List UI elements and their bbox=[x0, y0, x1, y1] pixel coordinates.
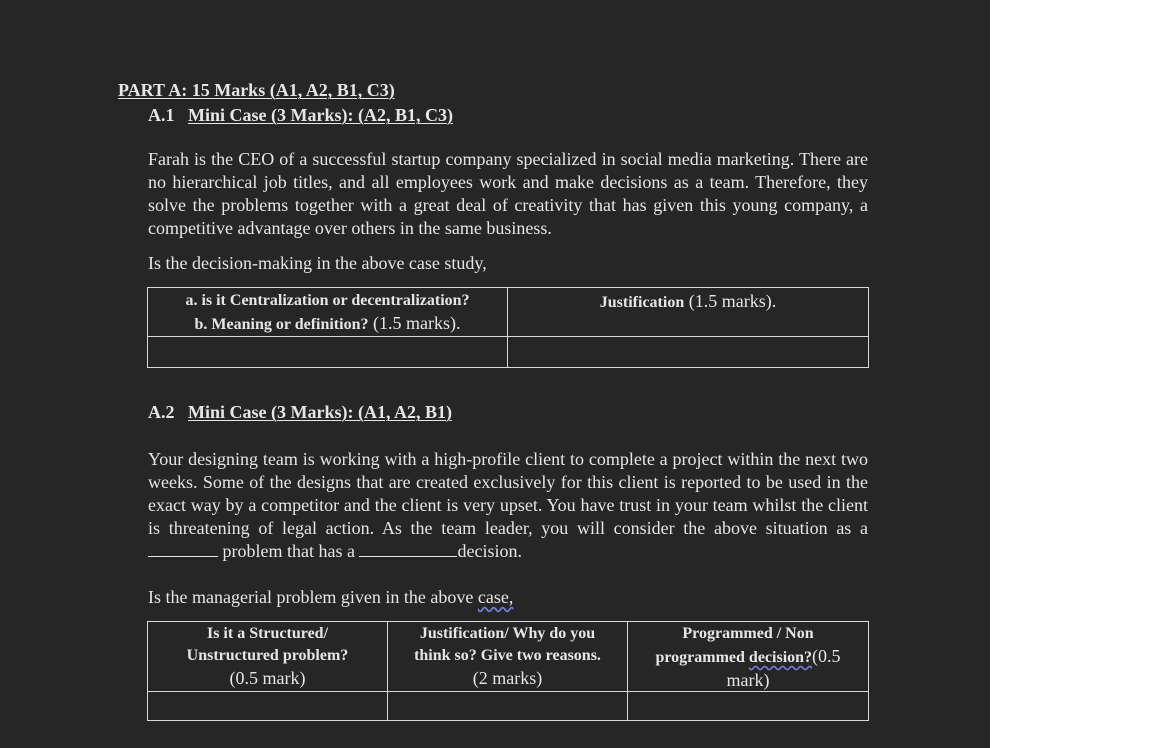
a2-col-programmed: Programmed / Non programmed decision?(0.5 mark) bbox=[628, 622, 869, 692]
table-row bbox=[148, 622, 869, 692]
table-row bbox=[148, 337, 869, 368]
table-row bbox=[148, 692, 869, 721]
a2-answer-cell-1[interactable] bbox=[148, 692, 388, 721]
a2-case-paragraph: Your designing team is working with a high-profile client to complete a project within the next two weeks. Some of the designs that are created exclusively for this client is reported to be used in the exact way by a competitor and the client is very upset. You have trust in your team whilst the client is threatening of legal action. As the team leader, you will consider the above situation as a problem that has a decision. bbox=[148, 449, 868, 561]
a1-answer-cell-1[interactable] bbox=[148, 337, 508, 368]
a1-justification-label: Justification bbox=[599, 294, 685, 311]
a1-title: Mini Case (3 Marks): (A2, B1, C3) bbox=[188, 105, 453, 125]
a1-meaning-label: b. Meaning or definition? bbox=[194, 316, 369, 333]
a2-col-justification: Justification/ Why do you think so? Give two reasons. (2 marks) bbox=[388, 622, 628, 692]
a1-col-justification bbox=[508, 288, 869, 337]
a1-answer-cell-2[interactable] bbox=[508, 337, 869, 368]
a1-justification-marks: (1.5 marks). bbox=[684, 291, 777, 311]
a1-answer-table bbox=[147, 287, 869, 368]
a1-question: Is the decision-making in the above case study, bbox=[148, 253, 487, 273]
part-a-heading: PART A: 15 Marks (A1, A2, B1, C3) bbox=[118, 80, 395, 100]
a1-meaning-marks: (1.5 marks). bbox=[368, 313, 461, 333]
blank-field-1[interactable] bbox=[148, 542, 218, 557]
a1-heading bbox=[148, 105, 453, 126]
table-row bbox=[148, 288, 869, 337]
blank-field-2[interactable] bbox=[359, 542, 457, 557]
a2-col-structured: Is it a Structured/ Unstructured problem? (0.5 mark) bbox=[148, 622, 388, 692]
a2-decision-word: decision? bbox=[748, 649, 813, 666]
a2-question: Is the managerial problem given in the above case, bbox=[148, 587, 514, 607]
a2-answer-cell-2[interactable] bbox=[388, 692, 628, 721]
a2-title: Mini Case (3 Marks): (A1, A2, B1) bbox=[188, 402, 452, 422]
a1-number: A.1 bbox=[148, 105, 175, 125]
a1-col-centralization: a. is it Centralization or decentralization? b. Meaning or definition? (1.5 marks). bbox=[148, 288, 508, 337]
a2-answer-cell-3[interactable] bbox=[628, 692, 869, 721]
a2-answer-table bbox=[147, 621, 869, 721]
a2-question-case: case, bbox=[477, 587, 514, 607]
a2-heading bbox=[148, 402, 452, 423]
a1-case-paragraph: Farah is the CEO of a successful startup company specialized in social media marketing. There are no hierarchical job titles, and all employees work and make decisions as a team. Therefore, they solve the problems together with a great deal of creativity that has given this young company, a competitive advantage over others in the same business. bbox=[148, 149, 868, 238]
a2-number: A.2 bbox=[148, 402, 175, 422]
